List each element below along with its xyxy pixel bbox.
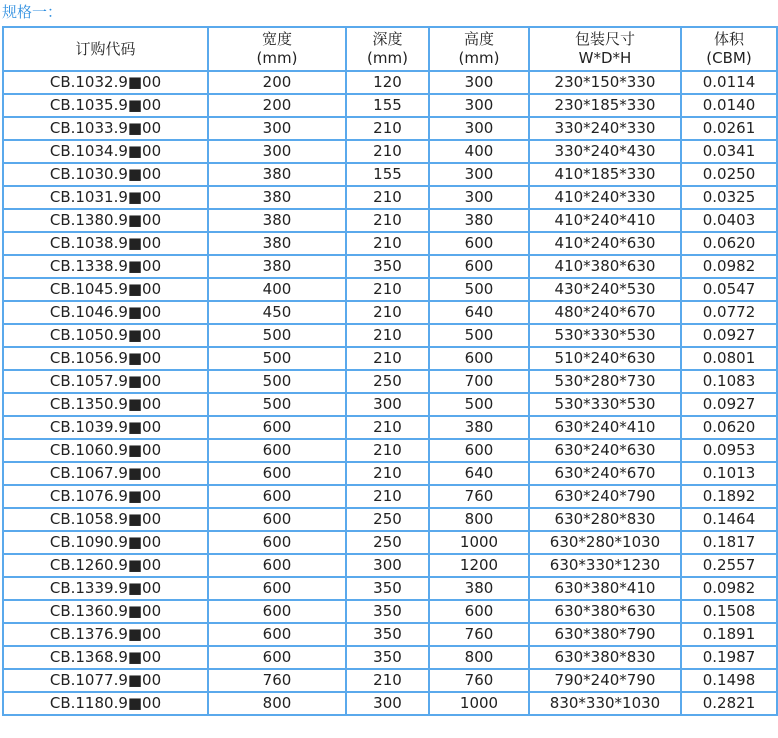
package-size-cell: 530*280*730 <box>529 370 681 393</box>
volume-cell: 0.0772 <box>681 301 777 324</box>
depth-cell: 210 <box>346 232 429 255</box>
order-code-cell: CB.1090.9■00 <box>3 531 208 554</box>
height-cell: 760 <box>429 623 529 646</box>
table-row <box>3 554 777 577</box>
order-code-cell: CB.1339.9■00 <box>3 577 208 600</box>
volume-cell: 0.2821 <box>681 692 777 715</box>
height-cell: 1000 <box>429 531 529 554</box>
height-cell: 1000 <box>429 692 529 715</box>
volume-cell: 0.0114 <box>681 71 777 94</box>
package-size-cell: 630*240*410 <box>529 416 681 439</box>
table-row <box>3 163 777 186</box>
depth-cell: 250 <box>346 531 429 554</box>
order-code-cell: CB.1033.9■00 <box>3 117 208 140</box>
height-cell: 800 <box>429 508 529 531</box>
header-width-unit: (mm) <box>256 49 298 67</box>
depth-cell: 155 <box>346 94 429 117</box>
depth-cell: 120 <box>346 71 429 94</box>
package-size-cell: 410*240*630 <box>529 232 681 255</box>
height-cell: 640 <box>429 462 529 485</box>
height-cell: 380 <box>429 209 529 232</box>
header-order-code <box>3 27 208 71</box>
table-row <box>3 508 777 531</box>
depth-cell: 210 <box>346 324 429 347</box>
order-code-cell: CB.1376.9■00 <box>3 623 208 646</box>
width-cell: 450 <box>208 301 346 324</box>
volume-cell: 0.0547 <box>681 278 777 301</box>
volume-cell: 0.0341 <box>681 140 777 163</box>
package-size-cell: 630*330*1230 <box>529 554 681 577</box>
package-size-cell: 410*380*630 <box>529 255 681 278</box>
volume-cell: 0.1083 <box>681 370 777 393</box>
depth-cell: 300 <box>346 554 429 577</box>
package-size-cell: 790*240*790 <box>529 669 681 692</box>
order-code-cell: CB.1038.9■00 <box>3 232 208 255</box>
volume-cell: 0.0140 <box>681 94 777 117</box>
table-row <box>3 462 777 485</box>
width-cell: 760 <box>208 669 346 692</box>
header-package-size-label: 包装尺寸 <box>574 30 635 48</box>
package-size-cell: 530*330*530 <box>529 393 681 416</box>
package-size-cell: 630*280*830 <box>529 508 681 531</box>
depth-cell: 210 <box>346 140 429 163</box>
width-cell: 600 <box>208 508 346 531</box>
package-size-cell: 630*380*790 <box>529 623 681 646</box>
depth-cell: 210 <box>346 347 429 370</box>
depth-cell: 210 <box>346 462 429 485</box>
spec-table <box>2 26 778 716</box>
depth-cell: 250 <box>346 370 429 393</box>
depth-cell: 300 <box>346 692 429 715</box>
header-depth <box>346 27 429 71</box>
height-cell: 800 <box>429 646 529 669</box>
volume-cell: 0.0953 <box>681 439 777 462</box>
header-width <box>208 27 346 71</box>
table-row <box>3 485 777 508</box>
table-row <box>3 692 777 715</box>
table-row <box>3 531 777 554</box>
order-code-cell: CB.1034.9■00 <box>3 140 208 163</box>
volume-cell: 0.0927 <box>681 324 777 347</box>
order-code-cell: CB.1380.9■00 <box>3 209 208 232</box>
table-row <box>3 71 777 94</box>
volume-cell: 0.0927 <box>681 393 777 416</box>
width-cell: 380 <box>208 255 346 278</box>
order-code-cell: CB.1350.9■00 <box>3 393 208 416</box>
width-cell: 380 <box>208 163 346 186</box>
height-cell: 380 <box>429 577 529 600</box>
order-code-cell: CB.1057.9■00 <box>3 370 208 393</box>
height-cell: 700 <box>429 370 529 393</box>
height-cell: 600 <box>429 600 529 623</box>
width-cell: 800 <box>208 692 346 715</box>
order-code-cell: CB.1180.9■00 <box>3 692 208 715</box>
table-row <box>3 140 777 163</box>
depth-cell: 210 <box>346 439 429 462</box>
order-code-cell: CB.1338.9■00 <box>3 255 208 278</box>
width-cell: 380 <box>208 186 346 209</box>
height-cell: 600 <box>429 347 529 370</box>
depth-cell: 350 <box>346 623 429 646</box>
order-code-cell: CB.1058.9■00 <box>3 508 208 531</box>
volume-cell: 0.0403 <box>681 209 777 232</box>
header-package-size <box>529 27 681 71</box>
table-row <box>3 439 777 462</box>
width-cell: 600 <box>208 531 346 554</box>
volume-cell: 0.0261 <box>681 117 777 140</box>
volume-cell: 0.1892 <box>681 485 777 508</box>
width-cell: 200 <box>208 94 346 117</box>
header-volume-label: 体积 <box>713 30 744 48</box>
table-row <box>3 646 777 669</box>
depth-cell: 210 <box>346 278 429 301</box>
height-cell: 600 <box>429 255 529 278</box>
table-row <box>3 577 777 600</box>
depth-cell: 210 <box>346 186 429 209</box>
order-code-cell: CB.1046.9■00 <box>3 301 208 324</box>
order-code-cell: CB.1039.9■00 <box>3 416 208 439</box>
width-cell: 600 <box>208 439 346 462</box>
width-cell: 600 <box>208 646 346 669</box>
order-code-cell: CB.1368.9■00 <box>3 646 208 669</box>
table-row <box>3 94 777 117</box>
table-row <box>3 623 777 646</box>
header-volume-unit: (CBM) <box>706 49 752 67</box>
package-size-cell: 830*330*1030 <box>529 692 681 715</box>
package-size-cell: 230*185*330 <box>529 94 681 117</box>
width-cell: 600 <box>208 600 346 623</box>
height-cell: 300 <box>429 163 529 186</box>
table-row <box>3 255 777 278</box>
table-row <box>3 669 777 692</box>
volume-cell: 0.0982 <box>681 255 777 278</box>
order-code-cell: CB.1050.9■00 <box>3 324 208 347</box>
height-cell: 1200 <box>429 554 529 577</box>
table-row <box>3 324 777 347</box>
header-order-code-label: 订购代码 <box>75 39 136 58</box>
depth-cell: 250 <box>346 508 429 531</box>
depth-cell: 210 <box>346 209 429 232</box>
volume-cell: 0.2557 <box>681 554 777 577</box>
width-cell: 400 <box>208 278 346 301</box>
height-cell: 600 <box>429 232 529 255</box>
package-size-cell: 630*240*630 <box>529 439 681 462</box>
order-code-cell: CB.1035.9■00 <box>3 94 208 117</box>
table-row <box>3 232 777 255</box>
spec-caption: 规格一： <box>2 3 63 21</box>
table-row <box>3 209 777 232</box>
table-row <box>3 600 777 623</box>
package-size-cell: 510*240*630 <box>529 347 681 370</box>
width-cell: 600 <box>208 485 346 508</box>
package-size-cell: 630*380*830 <box>529 646 681 669</box>
table-row <box>3 370 777 393</box>
width-cell: 600 <box>208 416 346 439</box>
spec-table-body <box>3 71 777 715</box>
height-cell: 500 <box>429 393 529 416</box>
table-row <box>3 393 777 416</box>
depth-cell: 155 <box>346 163 429 186</box>
header-depth-label: 深度 <box>372 30 403 48</box>
height-cell: 500 <box>429 278 529 301</box>
width-cell: 380 <box>208 232 346 255</box>
volume-cell: 0.0325 <box>681 186 777 209</box>
package-size-cell: 630*240*670 <box>529 462 681 485</box>
width-cell: 500 <box>208 324 346 347</box>
volume-cell: 0.1013 <box>681 462 777 485</box>
package-size-cell: 530*330*530 <box>529 324 681 347</box>
order-code-cell: CB.1030.9■00 <box>3 163 208 186</box>
depth-cell: 210 <box>346 485 429 508</box>
height-cell: 760 <box>429 485 529 508</box>
header-height-unit: (mm) <box>458 49 500 67</box>
width-cell: 300 <box>208 140 346 163</box>
height-cell: 300 <box>429 71 529 94</box>
height-cell: 300 <box>429 186 529 209</box>
depth-cell: 210 <box>346 669 429 692</box>
header-height-label: 高度 <box>463 30 494 48</box>
width-cell: 600 <box>208 462 346 485</box>
order-code-cell: CB.1031.9■00 <box>3 186 208 209</box>
width-cell: 200 <box>208 71 346 94</box>
package-size-cell: 630*240*790 <box>529 485 681 508</box>
order-code-cell: CB.1032.9■00 <box>3 71 208 94</box>
header-width-label: 宽度 <box>261 30 292 48</box>
depth-cell: 350 <box>346 646 429 669</box>
volume-cell: 0.0982 <box>681 577 777 600</box>
width-cell: 500 <box>208 370 346 393</box>
package-size-cell: 630*380*630 <box>529 600 681 623</box>
header-height <box>429 27 529 71</box>
order-code-cell: CB.1067.9■00 <box>3 462 208 485</box>
height-cell: 600 <box>429 439 529 462</box>
height-cell: 500 <box>429 324 529 347</box>
table-row <box>3 301 777 324</box>
order-code-cell: CB.1045.9■00 <box>3 278 208 301</box>
depth-cell: 350 <box>346 600 429 623</box>
width-cell: 500 <box>208 347 346 370</box>
volume-cell: 0.0801 <box>681 347 777 370</box>
order-code-cell: CB.1060.9■00 <box>3 439 208 462</box>
height-cell: 380 <box>429 416 529 439</box>
depth-cell: 350 <box>346 255 429 278</box>
width-cell: 380 <box>208 209 346 232</box>
table-row <box>3 186 777 209</box>
package-size-cell: 410*185*330 <box>529 163 681 186</box>
depth-cell: 300 <box>346 393 429 416</box>
volume-cell: 0.0620 <box>681 416 777 439</box>
package-size-cell: 330*240*330 <box>529 117 681 140</box>
height-cell: 640 <box>429 301 529 324</box>
width-cell: 500 <box>208 393 346 416</box>
order-code-cell: CB.1360.9■00 <box>3 600 208 623</box>
order-code-cell: CB.1076.9■00 <box>3 485 208 508</box>
table-row <box>3 416 777 439</box>
table-row <box>3 347 777 370</box>
volume-cell: 0.1508 <box>681 600 777 623</box>
package-size-cell: 410*240*410 <box>529 209 681 232</box>
volume-cell: 0.1817 <box>681 531 777 554</box>
table-row <box>3 117 777 140</box>
header-package-size-unit: W*D*H <box>578 49 632 67</box>
order-code-cell: CB.1056.9■00 <box>3 347 208 370</box>
volume-cell: 0.1987 <box>681 646 777 669</box>
package-size-cell: 410*240*330 <box>529 186 681 209</box>
volume-cell: 0.1891 <box>681 623 777 646</box>
height-cell: 760 <box>429 669 529 692</box>
order-code-cell: CB.1077.9■00 <box>3 669 208 692</box>
order-code-cell: CB.1260.9■00 <box>3 554 208 577</box>
header-depth-unit: (mm) <box>367 49 408 67</box>
width-cell: 300 <box>208 117 346 140</box>
volume-cell: 0.1498 <box>681 669 777 692</box>
height-cell: 300 <box>429 94 529 117</box>
height-cell: 400 <box>429 140 529 163</box>
depth-cell: 350 <box>346 577 429 600</box>
width-cell: 600 <box>208 577 346 600</box>
header-volume <box>681 27 777 71</box>
volume-cell: 0.1464 <box>681 508 777 531</box>
package-size-cell: 480*240*670 <box>529 301 681 324</box>
height-cell: 300 <box>429 117 529 140</box>
package-size-cell: 330*240*430 <box>529 140 681 163</box>
depth-cell: 210 <box>346 117 429 140</box>
width-cell: 600 <box>208 554 346 577</box>
table-row <box>3 278 777 301</box>
header-row <box>3 27 777 71</box>
volume-cell: 0.0250 <box>681 163 777 186</box>
package-size-cell: 430*240*530 <box>529 278 681 301</box>
width-cell: 600 <box>208 623 346 646</box>
depth-cell: 210 <box>346 301 429 324</box>
package-size-cell: 630*380*410 <box>529 577 681 600</box>
package-size-cell: 630*280*1030 <box>529 531 681 554</box>
volume-cell: 0.0620 <box>681 232 777 255</box>
package-size-cell: 230*150*330 <box>529 71 681 94</box>
depth-cell: 210 <box>346 416 429 439</box>
